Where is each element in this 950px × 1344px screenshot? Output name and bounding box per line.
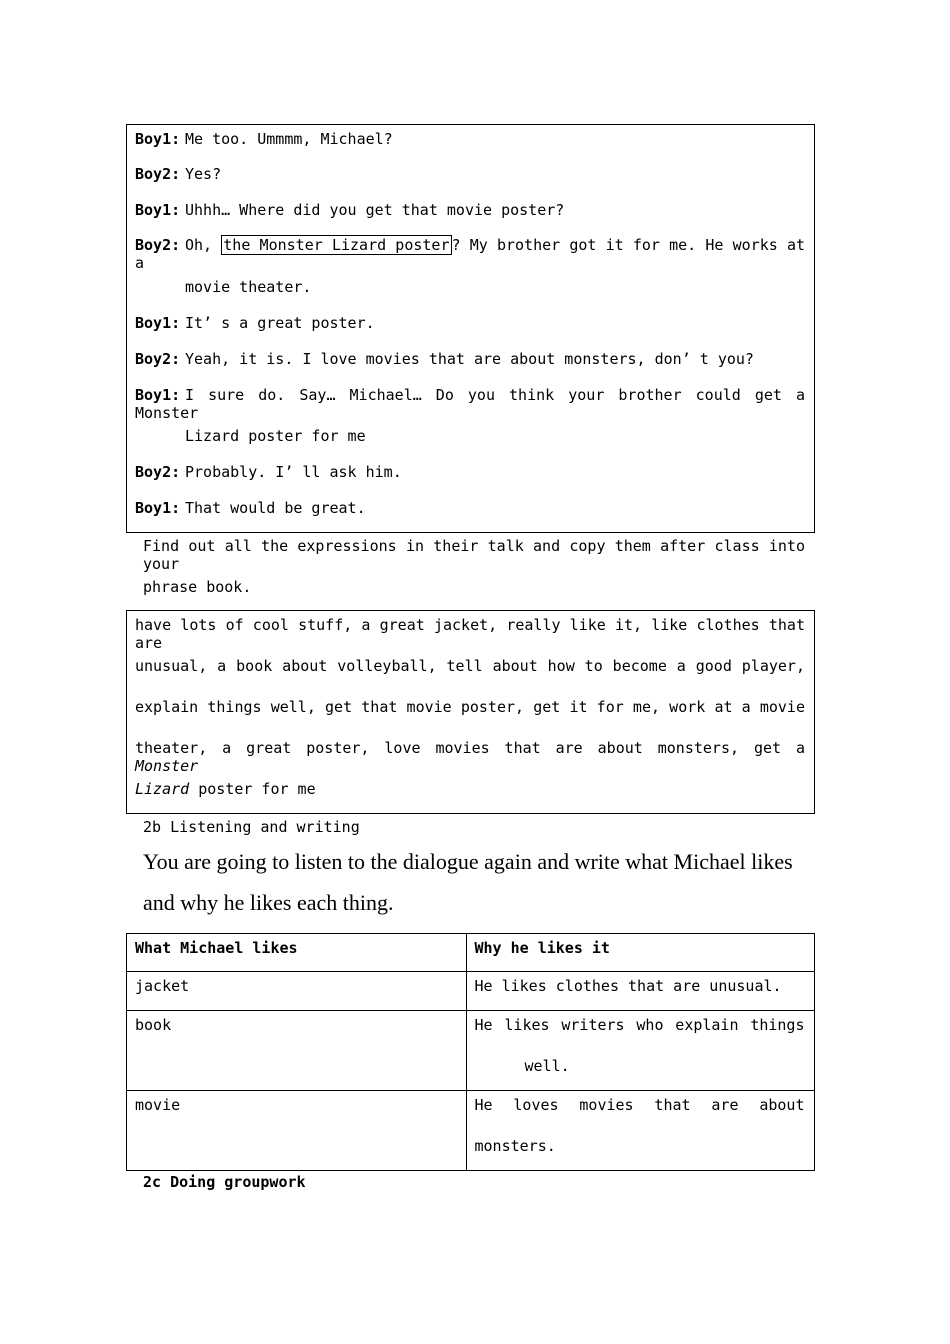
table-cell: [466, 1011, 815, 1091]
phrases-box: [126, 610, 815, 814]
table-row: [127, 1091, 815, 1171]
dialogue-box: [126, 124, 815, 533]
table-cell: [466, 972, 815, 1011]
dialogue-text: That would be great.: [185, 499, 366, 517]
dialogue-continuation: [185, 278, 311, 296]
speaker-label: Boy1:: [135, 314, 181, 332]
reason-text: He likes writers who explain things: [474, 1016, 805, 1034]
dialogue-line: [135, 236, 805, 272]
phrase-text: explain things well, get that movie poster, get it for me, work at a movie: [135, 698, 805, 716]
table-cell: [466, 1091, 815, 1171]
table-cell: [127, 1091, 467, 1171]
dialogue-line: [135, 130, 393, 148]
table-header-cell: [466, 934, 815, 972]
dialogue-continuation: [185, 427, 366, 445]
dialogue-line: [135, 386, 805, 422]
reason-text: monsters.: [474, 1137, 556, 1155]
instruction-text: [143, 537, 805, 573]
highlighted-phrase: the Monster Lizard poster: [223, 236, 450, 254]
dialogue-text: Yes?: [185, 165, 222, 183]
table-row: [127, 1011, 815, 1091]
dialogue-line: [135, 499, 366, 517]
speaker-label: Boy2:: [135, 236, 181, 254]
instruction-text: [143, 578, 251, 596]
item-text: jacket: [135, 977, 190, 995]
instruction-line: Find out all the expressions in their talk and copy them after class into your: [143, 537, 805, 573]
item-text: book: [135, 1016, 172, 1034]
dialogue-line: [135, 165, 221, 183]
table-header-cell: [127, 934, 467, 972]
section-2b-instruction: You are going to listen to the dialogue again and write what Michael likes: [143, 849, 793, 874]
dialogue-text: Probably. I’ ll ask him.: [185, 463, 402, 481]
dialogue-line: [135, 463, 402, 481]
phrase-text: unusual, a book about volleyball, tell about how to become a good player,: [135, 657, 805, 675]
item-text: movie: [135, 1096, 181, 1114]
dialogue-text: Oh,: [185, 236, 213, 254]
phrase-line: [135, 698, 805, 716]
speaker-label: Boy1:: [135, 386, 181, 404]
phrase-text: theater, a great poster, love movies that are about monsters, get a: [135, 739, 805, 757]
likes-table: [126, 933, 815, 1171]
phrase-text: have lots of cool stuff, a great jacket, really like it, like clothes that are: [135, 616, 805, 652]
table-header-row: [127, 934, 815, 972]
header-what: What Michael likes: [135, 939, 298, 957]
speaker-label: Boy2:: [135, 165, 181, 183]
phrase-text-italic: Lizard: [135, 780, 190, 798]
section-2b-instruction: and why he likes each thing.: [143, 890, 394, 915]
instruction-line: phrase book.: [143, 578, 252, 596]
dialogue-text: ? My brother got it for me. He works at a: [135, 236, 806, 272]
phrase-line: [135, 657, 805, 675]
phrase-line: [135, 739, 805, 775]
dialogue-text: Lizard poster for me: [185, 427, 366, 445]
reason-text: He loves movies that are about: [474, 1096, 805, 1114]
phrase-text: poster for me: [198, 780, 316, 798]
dialogue-text: Uhhh… Where did you get that movie poster?: [185, 201, 565, 219]
dialogue-line: [135, 314, 375, 332]
dialogue-line: [135, 201, 564, 219]
dialogue-text: It’ s a great poster.: [185, 314, 375, 332]
speaker-label: Boy2:: [135, 463, 181, 481]
reason-text: He likes clothes that are unusual.: [474, 977, 782, 995]
section-2b-title: 2b Listening and writing: [143, 818, 360, 836]
speaker-label: Boy1:: [135, 201, 181, 219]
reason-text: well.: [524, 1057, 570, 1075]
phrase-text-italic: Monster: [135, 757, 199, 775]
header-why: Why he likes it: [474, 939, 610, 957]
speaker-label: Boy1:: [135, 130, 181, 148]
dialogue-line: [135, 350, 754, 368]
table-cell: [127, 1011, 467, 1091]
dialogue-text: Me too. Ummmm, Michael?: [185, 130, 393, 148]
phrase-line: [135, 780, 316, 798]
dialogue-text: Yeah, it is. I love movies that are about monsters, don’ t you?: [185, 350, 754, 368]
section-2c-title: 2c Doing groupwork: [143, 1173, 306, 1191]
table-cell: [127, 972, 467, 1011]
speaker-label: Boy1:: [135, 499, 181, 517]
phrase-line: [135, 616, 805, 652]
dialogue-text: movie theater.: [185, 278, 312, 296]
speaker-label: Boy2:: [135, 350, 181, 368]
table-row: [127, 972, 815, 1011]
dialogue-text: I sure do. Say… Michael… Do you think your brother could get a Monster: [135, 386, 805, 422]
